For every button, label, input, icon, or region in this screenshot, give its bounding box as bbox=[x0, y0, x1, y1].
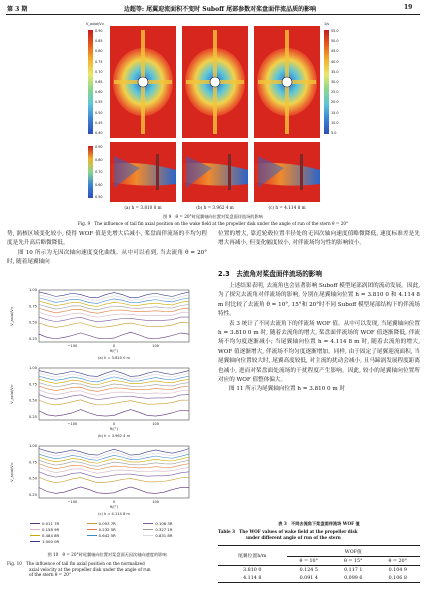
table3-group-header: WOF值 bbox=[287, 546, 420, 557]
fig10-caption-en-line: axial velocity at the propeller disk under the angle of run bbox=[29, 567, 151, 572]
x-tick-label: 0 bbox=[112, 422, 116, 426]
right-text-top bbox=[218, 230, 420, 249]
table3-cell: 0.091 4 bbox=[299, 575, 318, 581]
fig10-sublabel: (b) h = 3.962 4 m bbox=[97, 434, 131, 438]
vorticity-tick: 5.0 bbox=[331, 130, 337, 135]
y-tick-label: 0.25 bbox=[28, 414, 37, 419]
legend-item bbox=[143, 521, 200, 526]
legend-item bbox=[87, 533, 144, 538]
x-tick-label: −100 bbox=[67, 422, 78, 426]
figure-10 bbox=[7, 286, 207, 520]
contour-panel-a bbox=[110, 26, 176, 138]
stern-flow-row bbox=[110, 142, 320, 202]
legend-label: 0.831 8R bbox=[155, 533, 173, 538]
left-text-top bbox=[7, 230, 207, 268]
fig10-plots bbox=[7, 286, 207, 520]
y-axis-label: V_axial/V∞ bbox=[10, 306, 14, 326]
lower-tick: 0.60 bbox=[95, 182, 103, 187]
fig9-sublabel-b: (b) h = 3.962 4 m bbox=[196, 205, 234, 210]
contour-panel-b bbox=[182, 26, 248, 138]
x-tick-label: 0 bbox=[112, 344, 116, 348]
legend-label: 0.011 7R bbox=[42, 521, 60, 526]
stern-panel-a bbox=[110, 142, 176, 202]
y-tick-label: 0.50 bbox=[28, 398, 37, 403]
legend-swatch bbox=[30, 523, 40, 524]
legend-swatch bbox=[143, 529, 153, 530]
vorticity-tick: 35.0 bbox=[331, 69, 339, 74]
lower-tick: 0.50 bbox=[95, 195, 103, 199]
fig9-caption-en: Fig. 9 The influence of tail fin axial position on the wake field at the propeller disk under the angle of run of the stern θ = 20° bbox=[77, 221, 349, 226]
lower-tick: 0.90 bbox=[95, 145, 103, 149]
lower-tick-column bbox=[95, 145, 103, 199]
table3-cell: 3.810 0 bbox=[243, 567, 262, 573]
plot-frame bbox=[39, 368, 189, 420]
legend-item bbox=[30, 539, 87, 544]
contour-panel-c bbox=[254, 26, 320, 138]
fig10-caption-en-line: Fig. 10 The influence of tail fin axial position on the normalized bbox=[7, 561, 145, 566]
vorticity-tick: 40.0 bbox=[331, 59, 339, 64]
table-row bbox=[218, 574, 420, 583]
right-text-body bbox=[218, 282, 420, 395]
lower-colorbar bbox=[88, 146, 93, 198]
vorticity-tick: 15.0 bbox=[331, 110, 339, 115]
running-title: 边超等: 尾翼迎流面积不变时 Suboff 尾部参数对桨盘面伴流品质的影响 bbox=[123, 6, 317, 13]
table3-cell: 0.117 1 bbox=[344, 567, 363, 573]
table3-col-header: θ = 20° bbox=[388, 558, 407, 564]
legend-swatch bbox=[87, 529, 97, 530]
stern-panel-b bbox=[182, 142, 248, 202]
table3-rowhead: 尾翼位置h/m bbox=[218, 546, 287, 566]
y-tick-label: 0.50 bbox=[28, 476, 37, 481]
legend-label: 1.000 0R bbox=[42, 539, 60, 544]
vorticity-tick: 30.0 bbox=[331, 79, 339, 84]
velocity-tick: 0.90 bbox=[95, 29, 103, 33]
fig10-panel bbox=[10, 288, 189, 360]
table-3 bbox=[218, 545, 420, 583]
fig9-caption-cn: 图 9 θ = 20°时尾翼轴向位置对桨盘面伴流场的影响 bbox=[163, 214, 263, 219]
velocity-colorbar bbox=[88, 30, 93, 134]
x-tick-label: −100 bbox=[67, 344, 78, 348]
fig10-panel bbox=[10, 444, 189, 516]
legend-item bbox=[87, 527, 144, 532]
table3-caption-en-line: Table 3 The WOF values of wake field at the propeller disk bbox=[218, 529, 358, 534]
legend-swatch bbox=[30, 529, 40, 530]
contour-row bbox=[110, 26, 320, 138]
table3-cell: 0.099 6 bbox=[344, 575, 363, 581]
velocity-tick: 0.55 bbox=[95, 100, 103, 105]
table3-col-header: θ = 10° bbox=[299, 558, 318, 564]
legend-swatch bbox=[87, 523, 97, 524]
y-tick-label: 0.75 bbox=[28, 382, 37, 387]
fig10-sublabel: (c) h = 4.114 8 m bbox=[98, 512, 130, 516]
legend-item bbox=[30, 533, 87, 538]
legend-label: 0.232 5R bbox=[98, 527, 116, 532]
stern-panel-c bbox=[254, 142, 320, 202]
vorticity-tick: 55.0 bbox=[331, 29, 339, 33]
velocity-tick: 0.45 bbox=[95, 120, 103, 125]
vorticity-unit: 1/s bbox=[324, 22, 330, 26]
velocity-scale-label: V_axial/V∞ bbox=[86, 22, 105, 26]
legend-item bbox=[30, 527, 87, 532]
x-tick-label: 100 bbox=[152, 500, 160, 504]
y-tick-label: 0.75 bbox=[28, 304, 37, 309]
legend-swatch bbox=[143, 535, 153, 536]
legend-label: 0.053 7R bbox=[98, 521, 116, 526]
legend-label: 0.106 3R bbox=[155, 521, 173, 526]
section-title: 2.3 去流角对桨盘面伴流场的影响 bbox=[218, 270, 322, 278]
x-axis-label: θ/(°) bbox=[109, 349, 119, 353]
velocity-tick: 0.60 bbox=[95, 90, 103, 95]
legend-label: 0.327 1R bbox=[155, 527, 173, 532]
velocity-tick: 0.85 bbox=[95, 39, 103, 44]
x-tick-label: 100 bbox=[152, 344, 160, 348]
legend-item bbox=[87, 521, 144, 526]
fig9-sublabel-a: (a) h = 3.810 0 m bbox=[124, 205, 162, 210]
y-tick-label: 0.75 bbox=[28, 460, 37, 465]
x-tick-label: 100 bbox=[152, 422, 160, 426]
y-tick-label: 0.50 bbox=[28, 320, 37, 325]
page-number: 19 bbox=[404, 4, 413, 11]
y-tick-label: 1.00 bbox=[28, 366, 37, 371]
legend-item bbox=[30, 521, 87, 526]
vorticity-tick: 10.0 bbox=[331, 120, 339, 125]
x-axis-label: θ/(°) bbox=[109, 427, 119, 431]
velocity-tick: 0.40 bbox=[95, 130, 103, 135]
legend-label: 0.158 9R bbox=[42, 527, 60, 532]
velocity-tick: 0.75 bbox=[95, 59, 103, 64]
vorticity-tick: 45.0 bbox=[331, 49, 339, 54]
right-paragraph: 图 11 所示为尾翼轴向位置 h = 3.810 0 m 时 bbox=[229, 386, 346, 393]
legend-swatch bbox=[143, 523, 153, 524]
velocity-tick: 0.65 bbox=[95, 79, 103, 84]
lower-tick: 0.80 bbox=[95, 157, 103, 162]
vorticity-tick: 20.0 bbox=[331, 100, 339, 105]
table3-caption-cn: 表 3 不同去流角下桨盘面伴流场 WOF 值 bbox=[278, 521, 360, 526]
legend-item bbox=[143, 533, 200, 538]
fig10-caption-en-line: of the stern θ = 20° bbox=[29, 572, 72, 577]
fig10-caption-cn: 图 10 θ = 20°时尾翼轴向位置对桨盘面无因次轴向速度的影响 bbox=[47, 552, 167, 557]
y-tick-label: 1.00 bbox=[28, 288, 37, 293]
table-row bbox=[218, 566, 420, 575]
x-tick-label: −100 bbox=[67, 500, 78, 504]
left-paragraph: 势, 涡核区域变化较小, 使得 WOF 值是先增大后减小, 桨盘面伴流场的不均匀程度是先升高后略微降低。 bbox=[7, 231, 207, 247]
velocity-tick: 0.50 bbox=[95, 110, 103, 115]
vorticity-tick: 25.0 bbox=[331, 90, 339, 95]
left-paragraph: 图 10 所示为无因次轴向速度变化曲线。从中可以看到, 当去流角 θ = 20°时, 随着尾翼轴向 bbox=[7, 249, 207, 266]
right-paragraph: 上述结果表明, 去流角也会显著影响 Suboff 模型尾部涡团的流动发展。因此, 为了探究去流角对伴流场的影响, 分别在尾翼轴向位置 h = 3.810 0 和 4.114 8 m 时比较了去流角 θ = 10°, 15°和 20°时不同 Suboff 模型尾部结构下的伴流场特性。 bbox=[218, 283, 420, 318]
y-axis-label: V_axial/V∞ bbox=[10, 384, 14, 404]
legend-item bbox=[143, 527, 200, 532]
table3-col-header: θ = 15° bbox=[344, 558, 363, 564]
legend-swatch bbox=[87, 535, 97, 536]
plot-frame bbox=[39, 446, 189, 498]
legend-swatch bbox=[30, 535, 40, 536]
figure-9 bbox=[86, 22, 341, 214]
vorticity-colorbar bbox=[324, 30, 329, 134]
vorticity-tick-column bbox=[331, 29, 339, 135]
fig10-sublabel: (a) h = 3.810 0 m bbox=[97, 356, 131, 360]
table3-caption-en-line: under different angle of run of the stern bbox=[246, 535, 341, 540]
table3-cell: 0.104 9 bbox=[388, 567, 407, 573]
y-tick-label: 0.25 bbox=[28, 336, 37, 341]
fig10-panel bbox=[10, 366, 189, 438]
table3-cell: 0.124 5 bbox=[299, 567, 318, 573]
y-tick-label: 1.00 bbox=[28, 444, 37, 449]
vorticity-tick: 50.0 bbox=[331, 39, 339, 44]
velocity-tick-column bbox=[95, 29, 103, 135]
velocity-tick: 0.80 bbox=[95, 49, 103, 54]
y-axis-label: V_axial/V∞ bbox=[10, 462, 14, 482]
fig10-legend bbox=[30, 521, 200, 544]
table3-caption-en bbox=[218, 529, 420, 540]
lower-tick: 0.70 bbox=[95, 170, 103, 174]
x-tick-label: 0 bbox=[112, 500, 116, 504]
table3-cell: 4.114 8 bbox=[243, 575, 262, 581]
right-paragraph: 表 3 统计了不同去流角下的伴流场 WOF 值。从中可以发现, 当尾翼轴向位置 h = 3.810 0 m 时, 随着去流角的增大, 桨盘面伴流场的 WOF 值逐渐降低, 伴流场不均匀度逐渐减小; 当尾翼轴向位置 h = 4.114 8 m 时, 随着去流角的增大, WOF 值逐渐增大, 伴流场不均匀度逐渐增加。同样, 由于固定了尾翼迎流面积, 当尾翼轴向位置较大时, 尾翼高度较低, 对主流的扰动会减小, 且马蹄涡发展程度距离也减小, 进而对桨盘面处流场的干扰程度产生影响。因此, 较小的尾翼轴向位置所对应的 WOF 值整体偏大。 bbox=[218, 320, 420, 384]
legend-label: 0.484 8R bbox=[42, 533, 60, 538]
table3-cell: 0.106 8 bbox=[388, 575, 407, 581]
legend-swatch bbox=[30, 541, 40, 542]
x-axis-label: θ/(°) bbox=[109, 505, 119, 509]
header-rule bbox=[6, 14, 420, 15]
issue-number: 第 3 期 bbox=[7, 6, 28, 13]
fig9-sublabel-c: (c) h = 4.114 8 m bbox=[268, 205, 306, 210]
velocity-tick: 0.70 bbox=[95, 69, 103, 74]
legend-label: 0.642 5R bbox=[98, 533, 116, 538]
y-tick-label: 0.25 bbox=[28, 492, 37, 497]
fig10-caption-en bbox=[7, 561, 207, 577]
right-paragraph-top: 位置的增大, 靠近轮毂位置半径处的无因次轴向速度值略微降低, 速度标准差是先增大再减小, 但变化幅度较小, 对伴流场均匀性的影响较小。 bbox=[218, 231, 420, 247]
